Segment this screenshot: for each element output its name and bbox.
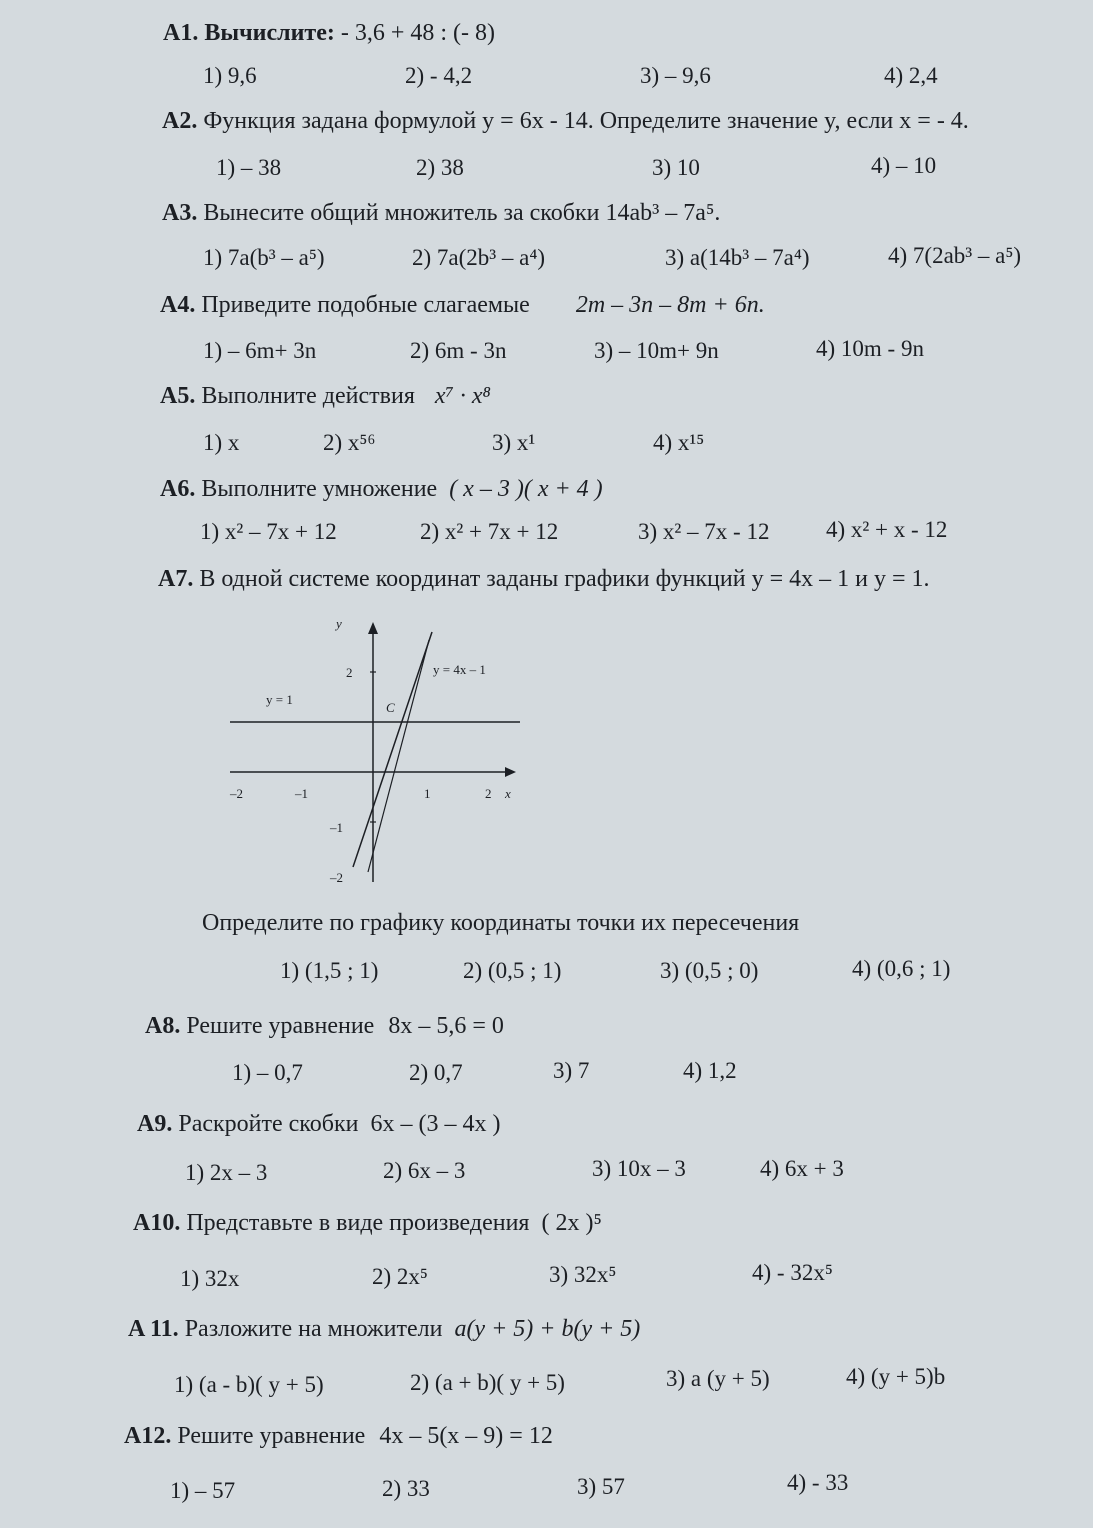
answer-a9-1: 1) 2x – 3 — [185, 1160, 268, 1185]
answer-a7-3: 3) (0,5 ; 0) — [660, 958, 759, 983]
question-a9: A9. Раскройте скобки 6x – (3 – 4x ) — [137, 1111, 501, 1137]
tick-y-minus-1-label: –1 — [330, 820, 343, 835]
answer-a1-1: 1) 9,6 — [203, 63, 257, 88]
coordinate-graph — [220, 612, 530, 892]
answer-a2-3: 3) 10 — [652, 155, 700, 180]
answer-a3-3: 3) a(14b³ – 7a⁴) — [665, 245, 810, 270]
question-a1: A1. Вычислите: - 3,6 + 48 : (- 8) — [163, 20, 496, 46]
answer-a12-3: 3) 57 — [577, 1474, 625, 1499]
question-a11: A 11. Разложите на множители a(y + 5) + b(y + 5) — [128, 1316, 641, 1342]
point-c-label: C — [386, 700, 395, 715]
answer-a10-2: 2) 2x⁵ — [372, 1264, 428, 1289]
tick-y-minus-2-label: –2 — [330, 870, 343, 885]
answer-a4-2: 2) 6m - 3n — [410, 338, 507, 363]
answer-a4-3: 3) – 10m+ 9n — [594, 338, 719, 363]
answer-a1-2: 2) - 4,2 — [405, 63, 473, 88]
answer-a1-4: 4) 2,4 — [884, 63, 938, 88]
answer-a2-2: 2) 38 — [416, 155, 464, 180]
answer-a9-3: 3) 10x – 3 — [592, 1156, 686, 1181]
answer-a7-2: 2) (0,5 ; 1) — [463, 958, 562, 983]
question-a6: A6. Выполните умножение ( x – 3 )( x + 4 ) — [160, 476, 603, 502]
answer-a3-4: 4) 7(2ab³ – a⁵) — [888, 243, 1022, 268]
answer-a11-1: 1) (a - b)( y + 5) — [174, 1372, 324, 1397]
question-a8: A8. Решите уравнение 8x – 5,6 = 0 — [145, 1013, 504, 1039]
tick-y-2-label: 2 — [346, 665, 353, 680]
answer-a4-1: 1) – 6m+ 3n — [203, 338, 317, 363]
answer-a2-4: 4) – 10 — [871, 153, 937, 178]
tick-x-minus-2: –2 — [230, 786, 243, 801]
x-axis-label: x — [505, 786, 511, 801]
answer-a9-4: 4) 6x + 3 — [760, 1156, 844, 1181]
tick-x-1: 1 — [424, 786, 431, 801]
answer-a11-3: 3) a (y + 5) — [666, 1366, 770, 1391]
answer-a6-3: 3) x² – 7x - 12 — [638, 519, 770, 544]
tick-x-minus-1: –1 — [295, 786, 308, 801]
answer-a10-3: 3) 32x⁵ — [549, 1262, 617, 1287]
answer-a3-1: 1) 7a(b³ – a⁵) — [203, 245, 325, 270]
answer-a5-3: 3) x¹ — [492, 430, 536, 455]
answer-a1-3: 3) – 9,6 — [640, 63, 711, 88]
question-a12: A12. Решите уравнение 4x – 5(x – 9) = 12 — [124, 1423, 553, 1449]
answer-a10-1: 1) 32x — [180, 1266, 240, 1291]
answer-a12-2: 2) 33 — [382, 1476, 430, 1501]
question-a3: A3. Вынесите общий множитель за скобки 14ab³ – 7a⁵. — [162, 200, 721, 226]
question-a4: A4. Приведите подобные слагаемые 2m – 3n – 8m + 6n. — [160, 292, 765, 318]
answer-a8-3: 3) 7 — [553, 1058, 590, 1083]
label-line-2: y = 1 — [266, 692, 293, 707]
answer-a9-2: 2) 6x – 3 — [383, 1158, 466, 1183]
answer-a6-4: 4) x² + x - 12 — [826, 517, 948, 542]
answer-a6-1: 1) x² – 7x + 12 — [200, 519, 337, 544]
answer-a12-4: 4) - 33 — [787, 1470, 849, 1495]
line-trace — [368, 640, 429, 872]
answer-a2-1: 1) – 38 — [216, 155, 282, 180]
answer-a5-2: 2) x⁵⁶ — [323, 430, 376, 455]
answer-a4-4: 4) 10m - 9n — [816, 336, 924, 361]
answer-a11-4: 4) (y + 5)b — [846, 1364, 946, 1389]
answer-a10-4: 4) - 32x⁵ — [752, 1260, 833, 1285]
answer-a7-4: 4) (0,6 ; 1) — [852, 956, 951, 981]
answer-a8-2: 2) 0,7 — [409, 1060, 463, 1085]
y-axis-label: y — [336, 616, 342, 631]
x-axis-arrow — [505, 767, 516, 777]
y-axis-arrow — [368, 622, 378, 634]
answer-a5-1: 1) x — [203, 430, 240, 455]
label-line-1: y = 4x – 1 — [433, 662, 486, 677]
answer-a8-4: 4) 1,2 — [683, 1058, 737, 1083]
question-a2: A2. Функция задана формулой y = 6x - 14. Определите значение y, если x = - 4. — [162, 108, 969, 134]
answer-a7-1: 1) (1,5 ; 1) — [280, 958, 379, 983]
tick-x-2: 2 — [485, 786, 492, 801]
answer-a8-1: 1) – 0,7 — [232, 1060, 303, 1085]
answer-a5-4: 4) x¹⁵ — [653, 430, 705, 455]
question-a5: A5. Выполните действия x⁷ · x⁸ — [160, 383, 491, 409]
answer-a11-2: 2) (a + b)( y + 5) — [410, 1370, 565, 1395]
answer-a12-1: 1) – 57 — [170, 1478, 236, 1503]
answer-a3-2: 2) 7a(2b³ – a⁴) — [412, 245, 546, 270]
question-a10: A10. Представьте в виде произведения ( 2x )⁵ — [133, 1210, 602, 1236]
answer-a6-2: 2) x² + 7x + 12 — [420, 519, 559, 544]
question-a7-sub: Определите по графику координаты точки их пересечения — [202, 910, 800, 936]
line-y-equals-4x-minus-1 — [353, 632, 432, 867]
question-a7: A7. В одной системе координат заданы графики функций y = 4x – 1 и y = 1. — [158, 566, 930, 592]
